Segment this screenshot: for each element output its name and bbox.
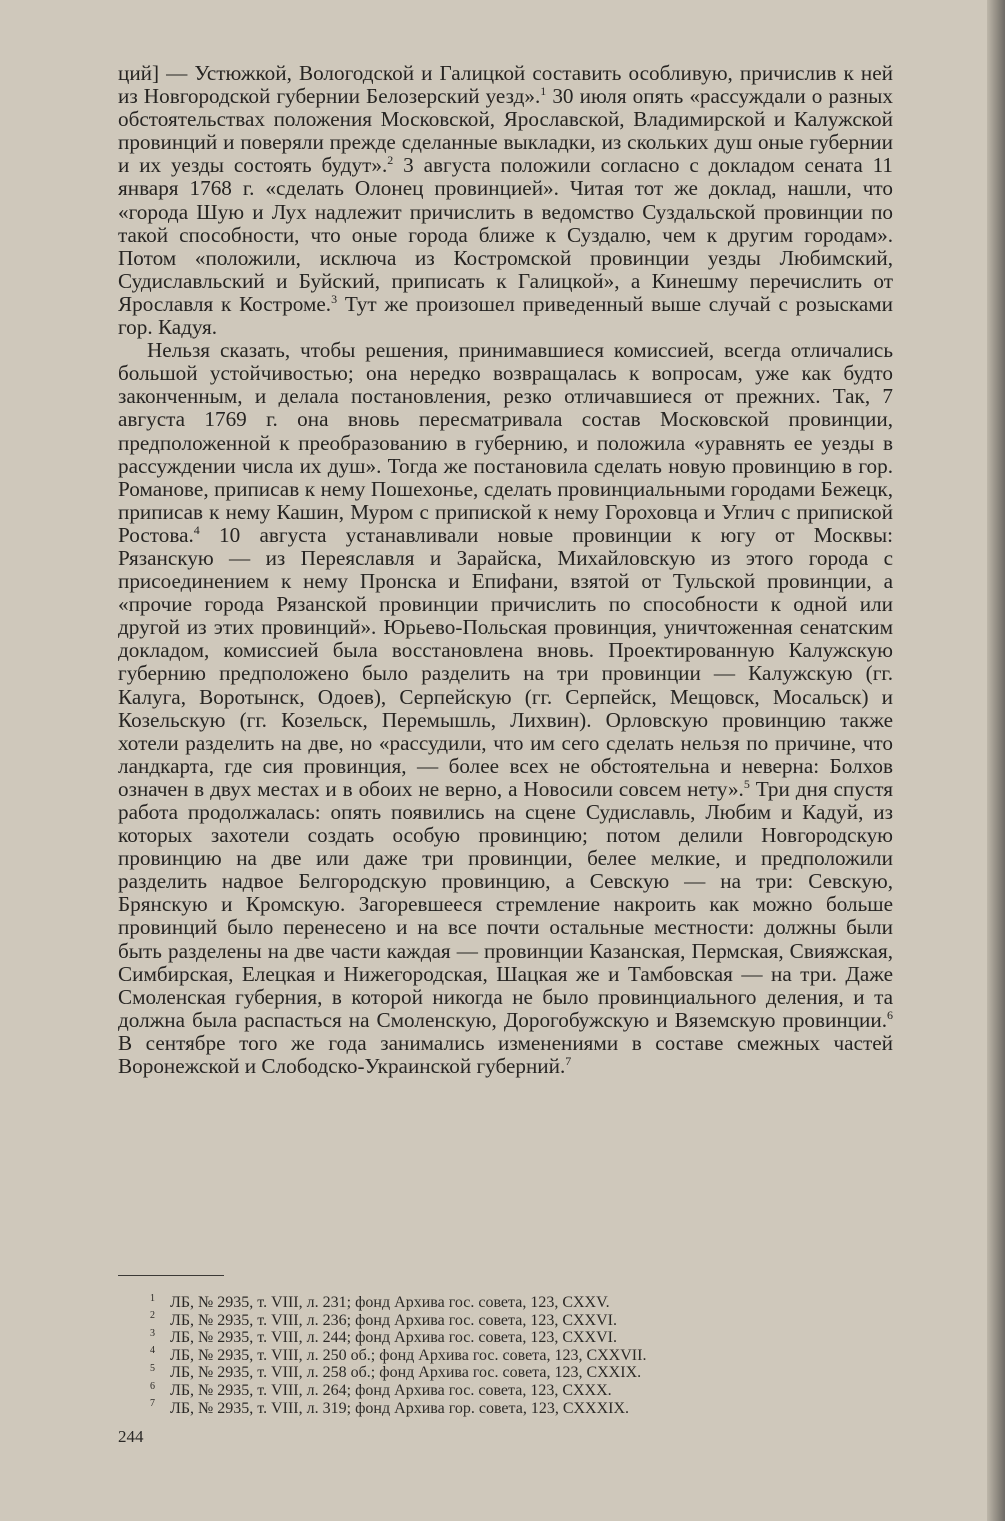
footnote-text: ЛБ, № 2935, т. VIII, л. 264; фонд Архива гос. совета, 123, CXXX.: [170, 1381, 612, 1399]
paragraph-1: [118, 62, 893, 339]
text-run: Нельзя сказать, чтобы решения, принимавшиеся комиссией, всегда отличались большой устойчивостью; она нередко возвращалась к вопросам, уже как будто законченным, и делала постановления, резко отличавшиеся от прежних. Так, 7 августа 1769 г. она вновь пересматривала состав Московской провинции, предположенной к преобразованию в губернию, и положила «уравнять ее уезды в рассуждении числа их душ». Тогда же постановила сделать новую провинцию в гор. Романове, приписав к нему Пошехонье, сделать провинциальными городами Бежецк, приписав к нему Кашин, Муром с припиской к нему Гороховца и Углич с припиской Ростова.: [118, 338, 893, 547]
text-run: Тут же произошел приведенный выше случай с розысками гор. Кадуя.: [118, 291, 893, 340]
footnote-7: 7 ЛБ, № 2935, т. VIII, л. 319; фонд Архива гор. совета, 123, CXXXIX.: [150, 1398, 630, 1417]
text-run: ций] — Устюжкой, Вологодской и Галицкой составить особливую, причислив к ней из Новгородской губернии Белозерский уезд».: [118, 61, 893, 109]
footnote-marker: 6: [887, 1007, 893, 1022]
text-run: В сентябре того же года занимались изменениями в составе смежных частей Воронежской и Слободско-Украинской губерний.: [118, 1030, 893, 1079]
footnote-6: 6 ЛБ, № 2935, т. VIII, л. 264; фонд Архива гос. совета, 123, CXXX.: [150, 1380, 612, 1399]
footnote-marker: 2: [387, 153, 394, 168]
footnote-marker: 5: [743, 776, 750, 791]
text-run: 10 августа устанавливали новые провинции к югу от Москвы: Рязанскую — из Переяславля и Зарайска, Михайловскую из этого города с присоединением к нему Пронска и Епифани, взятой от Тульской провинции, а «прочие города Рязанской провинции причислить по способности к одной или другой из этих провинций». Юрьево-Польская провинция, уничтоженная сенатским докладом, комиссией была восстановлена вновь. Проектированную Калужскую губернию предположено было разделить на три провинции — Калужскую (гг. Калуга, Воротынск, Одоев), Серпейскую (гг. Серпейск, Мещовск, Мосальск) и Козельскую (гг. Козельск, Перемышль, Лихвин). Орловскую провинцию также хотели разделить на две, но «рассудили, что им сего сделать нельзя по причине, что ландкарта, где сия провинция, — более всех не обстоятельна и неверна: Болхов означен в двух местах и в обоих не верно, а Новосили совсем нету».: [118, 522, 893, 801]
footnote-text: ЛБ, № 2935, т. VIII, л. 319; фонд Архива гор. совета, 123, CXXXIX.: [170, 1399, 630, 1417]
footnote-2: 2 ЛБ, № 2935, т. VIII, л. 236; фонд Архива гос. совета, 123, CXXVI.: [150, 1310, 617, 1329]
footnote-marker: 1: [540, 84, 547, 99]
footnote-divider: [118, 1275, 224, 1276]
page-edge-shadow: [987, 0, 1005, 1521]
footnote-text: ЛБ, № 2935, т. VIII, л. 258 об.; фонд Архива гос. совета, 123, CXXIX.: [170, 1364, 642, 1382]
footnote-text: ЛБ, № 2935, т. VIII, л. 250 об.; фонд Архива гос. совета, 123, CXXVII.: [170, 1346, 647, 1364]
main-text: [118, 62, 893, 1078]
text-run: 3 августа положили согласно с докладом сената 11 января 1768 г. «сделать Олонец провинцией». Читая тот же доклад, нашли, что «города Шую и Лух надлежит причислить в ведомство Суздальской провинции по такой способности, что оные города ближе к Суздалю, чем к другим городам». Потом «положили, исключа из Костромской провинции уезды Любимский, Судиславльский и Буйский, приписать к Галицкой», а Кинешму перечислить от Ярославля к Костроме.: [118, 153, 893, 316]
text-run: 30 июля опять «рассуждали о разных обстоятельствах положения Московской, Ярославской, Владимирской и Калужской провинций и поверяли прежде сделанные выкладки, из скольких душ оные губернии и их уезды состоять будут».: [118, 84, 893, 178]
footnote-text: ЛБ, № 2935, т. VIII, л. 236; фонд Архива гос. совета, 123, CXXVI.: [170, 1311, 617, 1329]
footnote-text: ЛБ, № 2935, т. VIII, л. 244; фонд Архива гос. совета, 123, CXXVI.: [170, 1329, 617, 1347]
footnote-marker: 4: [193, 522, 200, 537]
footnote-marker: 7: [565, 1053, 572, 1068]
footnote-text: ЛБ, № 2935, т. VIII, л. 231; фонд Архива гос. совета, 123, CXXV.: [170, 1294, 610, 1311]
paragraph-2: [118, 339, 893, 1078]
footnote-4: 4 ЛБ, № 2935, т. VIII, л. 250 об.; фонд Архива гос. совета, 123, CXXVII.: [150, 1345, 647, 1364]
footnote-marker: 3: [331, 291, 338, 306]
text-run: Три дня спустя работа продолжалась: опять появились на сцене Судиславль, Любим и Кадуй, из которых захотели создать особую провинцию; потом делили Новгородскую провинцию на две или даже три провинции, белее мелкие, и предположили разделить надвое Белгородскую провинцию, а Севскую — на три: Севскую, Брянскую и Кромскую. Загоревшееся стремление накроить как можно больше провинций было перенесено и на все почти остальные местности: должны были быть разделены на две части каждая — провинции Казанская, Пермская, Свияжская, Симбирская, Елецкая и Нижегородская, Шацкая же и Тамбовская — на три. Даже Смоленская губерния, в которой никогда не было провинциального деления, и та должна была распасться на Смоленскую, Дорогобужскую и Вяземскую провинции.: [118, 776, 893, 1032]
footnote-5: 5 ЛБ, № 2935, т. VIII, л. 258 об.; фонд Архива гос. совета, 123, CXXIX.: [150, 1363, 642, 1382]
footnote-3: 3 ЛБ, № 2935, т. VIII, л. 244; фонд Архива гос. совета, 123, CXXVI.: [150, 1327, 617, 1347]
footnotes: [150, 1294, 850, 1417]
footnote-1: 1 ЛБ, № 2935, т. VIII, л. 231; фонд Архива гос. совета, 123, CXXV.: [150, 1292, 610, 1311]
page-number: 244: [118, 1427, 144, 1446]
